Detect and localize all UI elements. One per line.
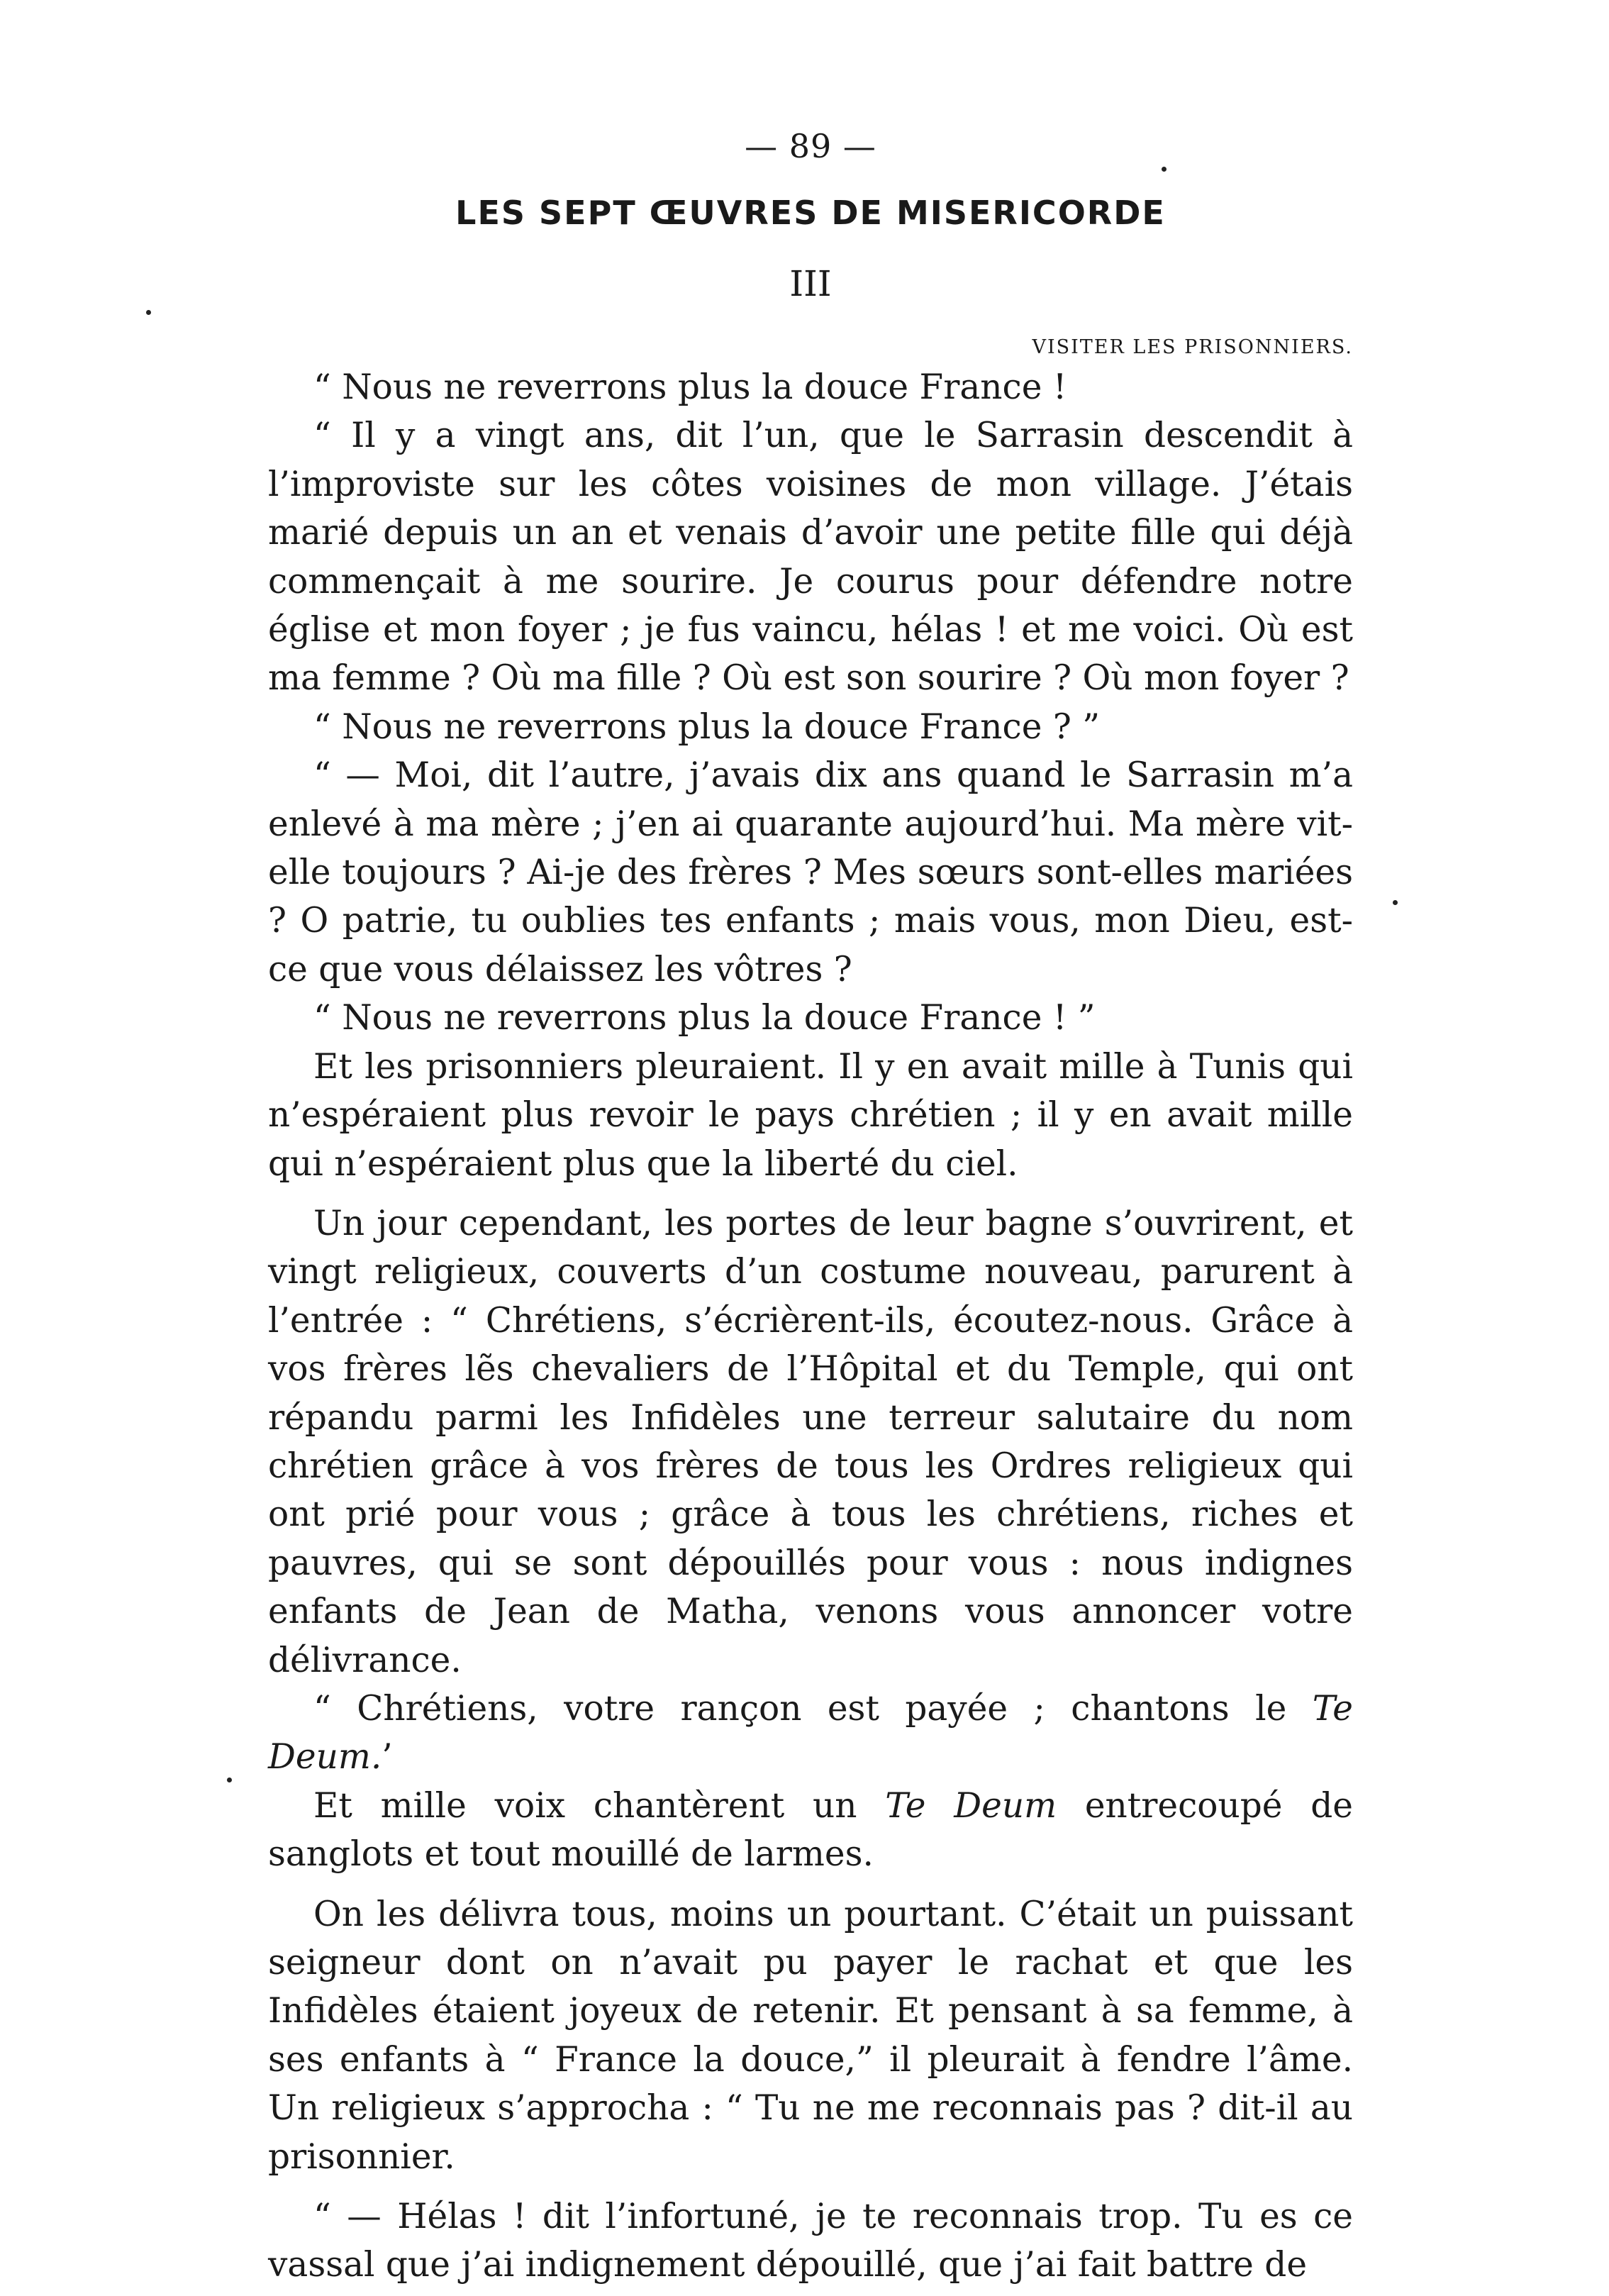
italic-title: Te Deum [885, 1785, 1057, 1826]
paragraph: “ — Moi, dit l’autre, j’avais dix ans quand le Sarrasin m’a enlevé à ma mère ; j’en ai quarante aujourd’hui. Ma mère vit-elle toujours ? Ai-je des frères ? Mes sœurs sont-elles mariées ? O patrie, tu oublies tes enfants ; mais vous, mon Dieu, est-ce que vous délaissez les vôtres ? [268, 755, 1353, 989]
body-text [268, 363, 1353, 2290]
paragraph-text: Et mille voix chantèrent un [313, 1785, 886, 1826]
paragraph: Un jour cependant, les portes de leur bagne s’ouvrirent, et vingt religieux, couverts d’un costume nouveau, parurent à l’entrée : “ Chrétiens, s’écrièrent-ils, écoutez-nous. Grâce à vos frères lẽs chevaliers de l’Hôpital et du Temple, qui ont répandu parmi les Infidèles une terreur salutaire du nom chrétien grâce à vos frères de tous les Ordres religieux qui ont prié pour vous ; grâce à tous les chrétiens, riches et pauvres, qui se sont dépouillés pour vous : nous indignes enfants de Jean de Matha, venons vous annoncer votre délivrance. [268, 1203, 1353, 1680]
paragraph: “ Nous ne reverrons plus la douce France ! [313, 367, 1067, 407]
paragraph: “ Nous ne reverrons plus la douce France ! ” [313, 998, 1096, 1038]
scan-speck [146, 310, 151, 315]
paragraph: Et les prisonniers pleuraient. Il y en avait mille à Tunis qui n’espéraient plus revoir le pays chrétien ; il y en avait mille qui n’espéraient plus que la liberté du ciel. [268, 1046, 1353, 1184]
scan-speck [1393, 900, 1398, 905]
paragraph: “ — Hélas ! dit l’infortuné, je te reconnais trop. Tu es ce vassal que j’ai indignement dépouillé, que j’ai fait battre de [268, 2197, 1353, 2285]
book-page [268, 121, 1353, 2285]
paragraph: On les délivra tous, moins un pourtant. C’était un puissant seigneur dont on n’avait pu payer le rachat et que les Infidèles étaient joyeux de retenir. Et pensant à sa femme, à ses enfants à “ France la douce,” il pleurait à fendre l’âme. Un religieux s’approcha : “ Tu ne me reconnais pas ? dit-il au prisonnier. [268, 1894, 1353, 2177]
paragraph: “ Nous ne reverrons plus la douce France ? ” [313, 706, 1101, 747]
paragraph [268, 1782, 1353, 1879]
paragraph-text: “ Chrétiens, votre rançon est payée ; chantons le [313, 1688, 1313, 1729]
paragraph: “ Il y a vingt ans, dit l’un, que le Sarrasin descendit à l’improviste sur les côtes voisines de mon village. J’étais marié depuis un an et venais d’avoir une petite fille qui déjà commençait à me sourire. Je courus pour défendre notre église et mon foyer ; je fus vaincu, hélas ! et me voici. Où est ma femme ? Où ma fille ? Où est son sourire ? Où mon foyer ? [268, 416, 1353, 699]
scan-speck [227, 1778, 232, 1782]
paragraph-text: ’ [382, 1737, 393, 1778]
scan-speck [1162, 167, 1167, 172]
paragraph-text: entrecoupé de sanglots et tout mouillé de larmes. [268, 1785, 1353, 1875]
section-subtitle: VISITER LES PRISONNIERS. [1032, 336, 1353, 358]
page-number: — 89 — [745, 127, 876, 165]
paragraph [268, 1685, 1353, 1782]
chapter-title: LES SEPT ŒUVRES DE MISERICORDE [455, 194, 1166, 232]
italic-title: Te Deum. [268, 1688, 1353, 1778]
chapter-number: III [789, 263, 832, 304]
